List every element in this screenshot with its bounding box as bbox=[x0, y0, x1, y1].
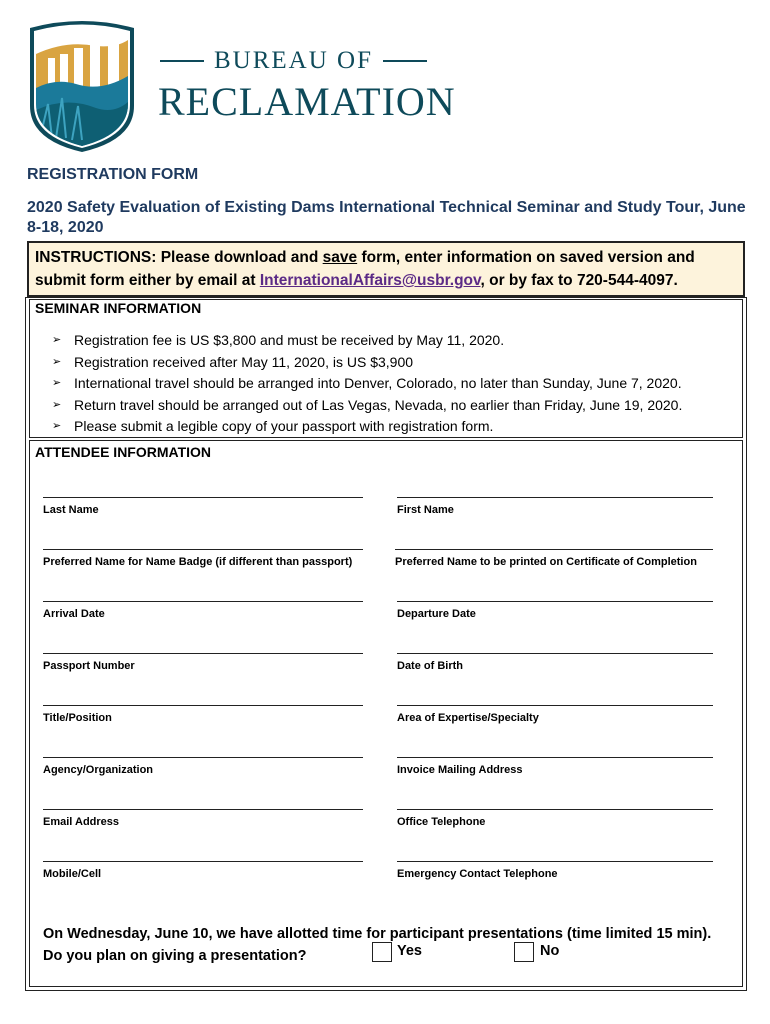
last-name-label: Last Name bbox=[43, 504, 99, 516]
list-item bbox=[52, 373, 682, 395]
list-item bbox=[52, 395, 682, 417]
org-rule-right bbox=[383, 60, 427, 62]
bullet-text: Return travel should be arranged out of Las Vegas, Nevada, no earlier than Friday, June 19, 2020. bbox=[74, 396, 683, 413]
emergency-telephone-label: Emergency Contact Telephone bbox=[397, 868, 558, 880]
arrow-bullet-icon: ➢ bbox=[52, 334, 62, 346]
certificate-name-field[interactable] bbox=[395, 549, 713, 568]
first-name-label: First Name bbox=[397, 504, 454, 516]
org-rule-left bbox=[160, 60, 204, 62]
instructions-text-3: , or by fax to 720-544-4097. bbox=[480, 272, 678, 289]
seminar-info-list bbox=[52, 330, 682, 438]
seminar-info-heading: SEMINAR INFORMATION bbox=[35, 300, 202, 316]
passport-number-field[interactable] bbox=[43, 653, 363, 672]
arrow-bullet-icon: ➢ bbox=[52, 377, 62, 390]
arrow-bullet-icon: ➢ bbox=[52, 420, 62, 433]
instructions-save-word: save bbox=[322, 249, 358, 266]
arrow-bullet-icon: ➢ bbox=[52, 355, 62, 368]
seminar-title: 2020 Safety Evaluation of Existing Dams International Technical Seminar and Study Tour, June 8-18, 2020 bbox=[27, 199, 746, 236]
list-item bbox=[52, 352, 682, 374]
attendee-info-heading: ATTENDEE INFORMATION bbox=[35, 444, 212, 460]
title-position-label: Title/Position bbox=[43, 712, 112, 724]
office-telephone-field[interactable] bbox=[397, 809, 713, 828]
reclamation-logo bbox=[26, 18, 138, 153]
form-title: REGISTRATION FORM bbox=[27, 166, 199, 183]
office-telephone-label: Office Telephone bbox=[397, 816, 486, 828]
date-of-birth-label: Date of Birth bbox=[397, 660, 463, 672]
departure-date-label: Departure Date bbox=[397, 608, 476, 620]
agency-label: Agency/Organization bbox=[43, 764, 154, 776]
no-checkbox[interactable] bbox=[514, 942, 534, 962]
mobile-label: Mobile/Cell bbox=[43, 868, 102, 880]
yes-checkbox[interactable] bbox=[372, 942, 392, 962]
agency-field[interactable] bbox=[43, 757, 363, 776]
date-of-birth-field[interactable] bbox=[397, 653, 713, 672]
organization-name bbox=[158, 44, 456, 124]
instructions-text-1: INSTRUCTIONS: Please download and bbox=[35, 249, 323, 266]
arrival-date-label: Arrival Date bbox=[43, 608, 105, 620]
title-position-field[interactable] bbox=[43, 705, 363, 724]
invoice-address-label: Invoice Mailing Address bbox=[397, 764, 523, 776]
bullet-text: Registration received after May 11, 2020, is US $3,900 bbox=[74, 353, 414, 370]
mobile-field[interactable] bbox=[43, 861, 363, 880]
bullet-text: Registration fee is US $3,800 and must be received by May 11, 2020. bbox=[74, 332, 505, 348]
first-name-field[interactable] bbox=[397, 497, 713, 516]
badge-name-field[interactable] bbox=[43, 549, 363, 568]
email-address-field[interactable] bbox=[43, 809, 363, 828]
instructions-box bbox=[27, 241, 745, 297]
emergency-telephone-field[interactable] bbox=[397, 861, 713, 880]
passport-number-label: Passport Number bbox=[43, 660, 135, 672]
org-line-2: RECLAMATION bbox=[158, 79, 456, 124]
bullet-text: Please submit a legible copy of your passport with registration form. bbox=[74, 418, 494, 435]
expertise-field[interactable] bbox=[397, 705, 713, 724]
presentation-question-line-1: On Wednesday, June 10, we have allotted time for participant presentations (time limited 15 min). bbox=[43, 926, 712, 942]
certificate-name-label: Preferred Name to be printed on Certificate of Completion bbox=[395, 556, 697, 568]
departure-date-field[interactable] bbox=[397, 601, 713, 620]
instructions-text-2: form, enter information on saved version and submit form either by email at bbox=[35, 249, 695, 289]
email-address-label: Email Address bbox=[43, 816, 120, 828]
org-line-1: BUREAU OF bbox=[214, 47, 373, 74]
arrival-date-field[interactable] bbox=[43, 601, 363, 620]
bullet-text: International travel should be arranged into Denver, Colorado, no later than Sunday, June 7, 2020. bbox=[74, 375, 682, 392]
email-link[interactable]: InternationalAffairs@usbr.gov bbox=[259, 272, 481, 289]
presentation-question-line-2: Do you plan on giving a presentation? bbox=[43, 948, 307, 964]
list-item bbox=[52, 416, 682, 438]
yes-label: Yes bbox=[397, 943, 422, 959]
last-name-field[interactable] bbox=[43, 497, 363, 516]
arrow-bullet-icon: ➢ bbox=[52, 398, 62, 411]
badge-name-label: Preferred Name for Name Badge (if different than passport) bbox=[43, 556, 353, 568]
list-item bbox=[52, 330, 682, 352]
expertise-label: Area of Expertise/Specialty bbox=[397, 712, 539, 724]
no-label: No bbox=[540, 943, 560, 959]
invoice-address-field[interactable] bbox=[397, 757, 713, 776]
